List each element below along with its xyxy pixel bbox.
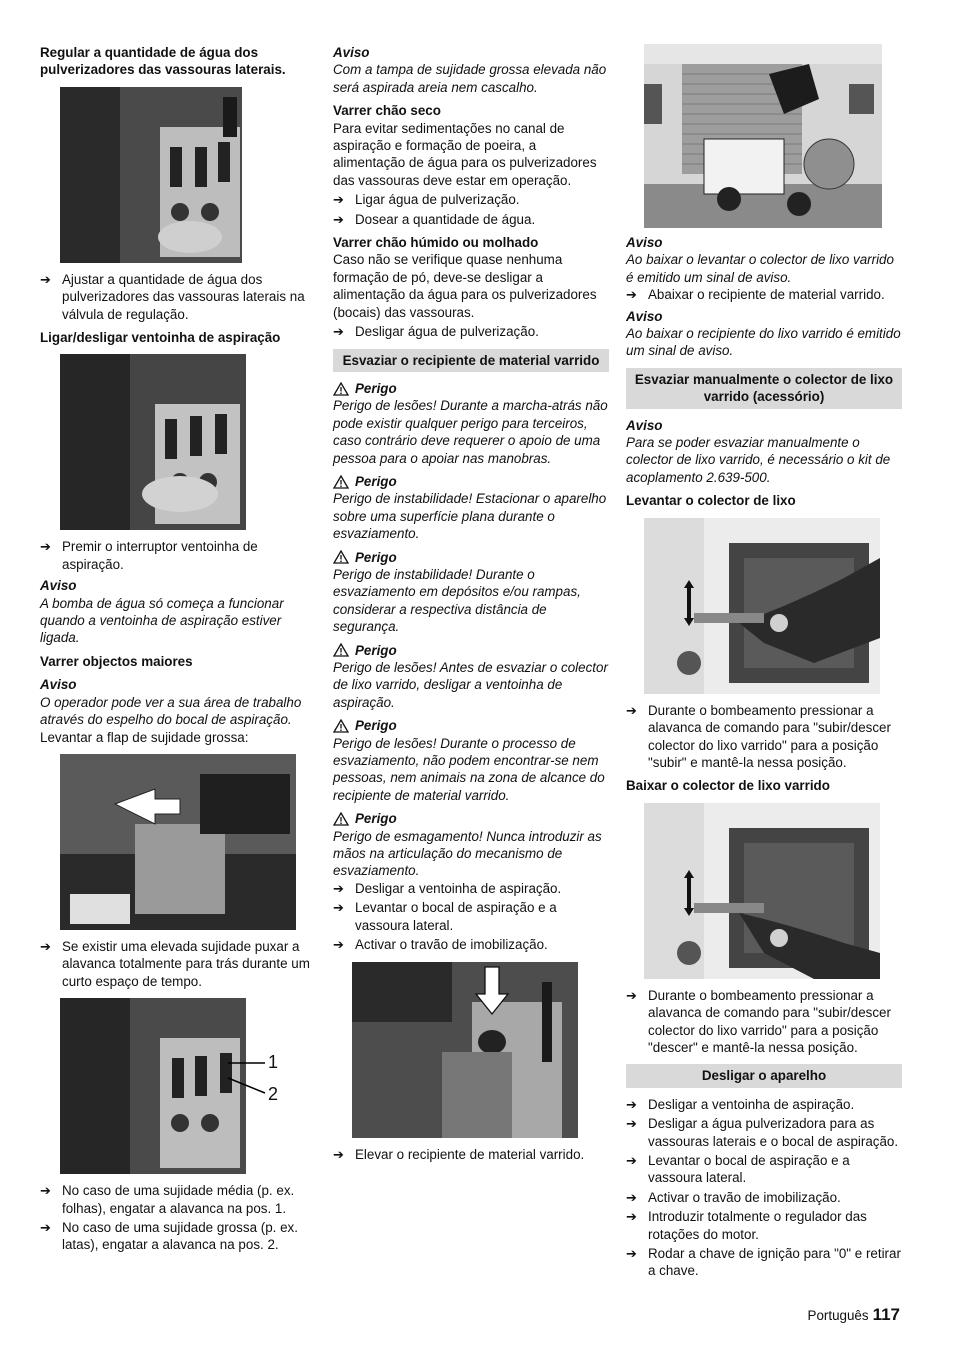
- wet-text: Caso não se verifique quase nenhuma formação de pó, deve-se desligar a alimentação da água para os pulverizadores (bocais) das vassouras.: [333, 252, 597, 320]
- step-empty-3: ➔ Activar o travão de imobilização.: [333, 937, 548, 953]
- warning-triangle-icon: [333, 475, 349, 489]
- aviso-label: Aviso: [626, 235, 663, 250]
- heading-raise-collector: Levantar o colector de lixo: [626, 493, 796, 509]
- right-arrow-icon: ➔: [626, 1096, 637, 1112]
- photo-flap-lever: [60, 754, 296, 930]
- perigo-text-1: Perigo de lesões! Durante a marcha-atrás não pode existir qualquer perigo para terceiros, caso contrário deve requerer o apoio de uma pessoa para o apoiar nas manobras.: [333, 398, 608, 466]
- right-arrow-icon: ➔: [626, 287, 637, 303]
- step-empty-2: ➔ Levantar o bocal de aspiração e a vassoura lateral.: [333, 900, 557, 933]
- aviso-text: Ao baixar o levantar o colector de lixo varrido é emitido um sinal de aviso.: [626, 252, 894, 285]
- photo-label-1: 1: [268, 1052, 279, 1073]
- warning-triangle-icon: [333, 643, 349, 657]
- perigo-heading: Perigo: [333, 717, 609, 734]
- page-footer: [808, 1306, 900, 1324]
- flap-text: Levantar a flap de sujidade grossa:: [40, 729, 249, 745]
- right-arrow-icon: ➔: [40, 1219, 51, 1235]
- perigo-text-3: Perigo de instabilidade! Durante o esvaziamento em depósitos e/ou rampas, considerar a respectiva distância de segurança.: [333, 566, 581, 635]
- aviso-label: Aviso: [333, 45, 370, 60]
- photo-lower-collector: [644, 803, 880, 979]
- perigo-heading: Perigo: [333, 380, 609, 397]
- warning-triangle-icon: [333, 382, 349, 396]
- step-off-1: ➔ Desligar a ventoinha de aspiração.: [626, 1096, 855, 1112]
- heading-dry-floor: Varrer chão seco: [333, 103, 441, 119]
- photo-raise-collector: [644, 518, 880, 694]
- aviso-label: Aviso: [626, 308, 663, 324]
- warning-triangle-icon: [333, 719, 349, 733]
- heading-fan: Ligar/desligar ventoinha de aspiração: [40, 330, 281, 346]
- perigo-text-2: Perigo de instabilidade! Estacionar o aparelho sobre uma superfície plana durante o esvaziamento.: [333, 491, 607, 542]
- right-arrow-icon: ➔: [626, 1189, 637, 1205]
- footer-language: Português: [807, 1308, 869, 1323]
- aviso-text: A bomba de água só começa a funcionar quando a ventoinha de aspiração estiver ligada.: [40, 595, 284, 646]
- column-right: [626, 44, 902, 1282]
- photo-sweeper-vehicle: [644, 44, 882, 228]
- right-arrow-icon: ➔: [626, 1152, 637, 1168]
- photo-label-2: 2: [268, 1084, 279, 1105]
- step-off-5: ➔ Introduzir totalmente o regulador das rotações do motor.: [626, 1209, 867, 1242]
- page-number: 117: [872, 1305, 900, 1324]
- perigo-text-5: Perigo de lesões! Durante o processo de esvaziamento, não podem encontrar-se nem pessoas, nem animais na zona de alcance do recipiente de material varrido.: [333, 735, 605, 803]
- step-empty-4: ➔ Elevar o recipiente de material varrido.: [333, 1146, 585, 1162]
- step-lower-collector: ➔ Durante o bombeamento pressionar a alavanca de comando para "subir/descer colector do lixo varrido" para a posição "descer" e mantê-la nessa posição.: [626, 987, 891, 1055]
- aviso-text: Com a tampa de sujidade grossa elevada não será aspirada areia nem cascalho.: [333, 62, 607, 95]
- right-arrow-icon: ➔: [333, 192, 344, 208]
- right-arrow-icon: ➔: [333, 1146, 344, 1162]
- photo-lever-positions: [60, 998, 296, 1174]
- section-empty-container: Esvaziar o recipiente de material varrido: [333, 349, 609, 372]
- aviso-label: Aviso: [626, 417, 663, 433]
- heading-lower-collector: Baixar o colector de lixo varrido: [626, 778, 830, 794]
- step-dry-1: ➔ Ligar água de pulverização.: [333, 192, 520, 208]
- right-arrow-icon: ➔: [626, 987, 637, 1003]
- photo-fan-switch: [60, 354, 246, 530]
- perigo-heading: Perigo: [333, 473, 609, 490]
- column-middle: [333, 44, 609, 1165]
- perigo-text-6: Perigo de esmagamento! Nunca introduzir as mãos na articulação do mecanismo de esvaziamento.: [333, 828, 602, 879]
- aviso-label: Aviso: [40, 677, 77, 693]
- right-arrow-icon: ➔: [333, 900, 344, 916]
- section-switch-off: Desligar o aparelho: [626, 1064, 902, 1087]
- step-lower-container: ➔ Abaixar o recipiente de material varrido.: [626, 287, 885, 303]
- warning-triangle-icon: [333, 550, 349, 564]
- aviso-label: Aviso: [40, 578, 77, 594]
- right-arrow-icon: ➔: [333, 324, 344, 340]
- right-arrow-icon: ➔: [626, 1246, 637, 1261]
- right-arrow-icon: ➔: [333, 880, 344, 896]
- step-off-3: ➔ Levantar o bocal de aspiração e a vassoura lateral.: [626, 1152, 850, 1186]
- right-arrow-icon: ➔: [626, 1209, 637, 1225]
- aviso-text: Ao baixar o recipiente do lixo varrido é emitido um sinal de aviso.: [626, 326, 901, 359]
- step-empty-1: ➔ Desligar a ventoinha de aspiração.: [333, 880, 562, 896]
- photo-control-panel-valve: [60, 87, 242, 263]
- step-off-2: ➔ Desligar a água pulverizadora para as vassouras laterais e o bocal de aspiração.: [626, 1116, 899, 1149]
- dry-text: Para evitar sedimentações no canal de aspiração e formação de poeira, a alimentação de água para os pulverizadores das vassouras deve estar em operação.: [333, 120, 597, 188]
- step-dry-2: ➔ Dosear a quantidade de água.: [333, 211, 536, 227]
- perigo-heading: Perigo: [333, 642, 609, 659]
- perigo-heading: Perigo: [333, 549, 609, 566]
- step-off-6: ➔ Rodar a chave de ignição para "0" e retirar a chave.: [626, 1246, 901, 1279]
- right-arrow-icon: ➔: [626, 702, 637, 718]
- step-pos1: ➔ No caso de uma sujidade média (p. ex. folhas), engatar a alavanca na pos. 1.: [40, 1183, 295, 1216]
- step-press-fan: ➔ Premir o interruptor ventoinha de aspiração.: [40, 539, 258, 572]
- aviso-text: O operador pode ver a sua área de trabalho através do espelho do bocal de aspiração.: [40, 694, 302, 728]
- right-arrow-icon: ➔: [626, 1116, 637, 1132]
- heading-large-objects: Varrer objectos maiores: [40, 653, 193, 669]
- heading-wet-floor: Varrer chão húmido ou molhado: [333, 235, 539, 251]
- right-arrow-icon: ➔: [40, 1183, 51, 1199]
- right-arrow-icon: ➔: [40, 271, 51, 287]
- step-pos2: ➔ No caso de uma sujidade grossa (p. ex. latas), engatar a alavanca na pos. 2.: [40, 1219, 298, 1253]
- aviso-text: Para se poder esvaziar manualmente o colector de lixo varrido, é necessário o kit de acoplamento 2.639-500.: [626, 435, 891, 485]
- column-left: [40, 44, 316, 1256]
- right-arrow-icon: ➔: [40, 539, 51, 555]
- step-pull-lever: ➔ Se existir uma elevada sujidade puxar a alavanca totalmente para trás durante um curto espaço de tempo.: [40, 938, 310, 989]
- heading-water-quantity: Regular a quantidade de água dos pulverizadores das vassouras laterais.: [40, 45, 286, 78]
- perigo-heading: Perigo: [333, 810, 609, 827]
- right-arrow-icon: ➔: [40, 938, 51, 954]
- right-arrow-icon: ➔: [333, 211, 344, 227]
- step-raise-collector: ➔ Durante o bombeamento pressionar a alavanca de comando para "subir/descer colector do lixo varrido" para a posição "subir" e mantê-la nessa posição.: [626, 702, 891, 770]
- photo-raise-container-lever: [352, 962, 578, 1138]
- section-manual-empty: Esvaziar manualmente o colector de lixo varrido (acessório): [626, 368, 902, 409]
- warning-triangle-icon: [333, 812, 349, 826]
- perigo-text-4: Perigo de lesões! Antes de esvaziar o colector de lixo varrido, desligar a ventoinha de aspiração.: [333, 660, 608, 710]
- step-wet: ➔ Desligar água de pulverização.: [333, 324, 539, 340]
- right-arrow-icon: ➔: [333, 937, 344, 953]
- step-off-4: ➔ Activar o travão de imobilização.: [626, 1189, 841, 1205]
- step-adjust-water: ➔ Ajustar a quantidade de água dos pulverizadores das vassouras laterais na válvula de regulação.: [40, 271, 305, 322]
